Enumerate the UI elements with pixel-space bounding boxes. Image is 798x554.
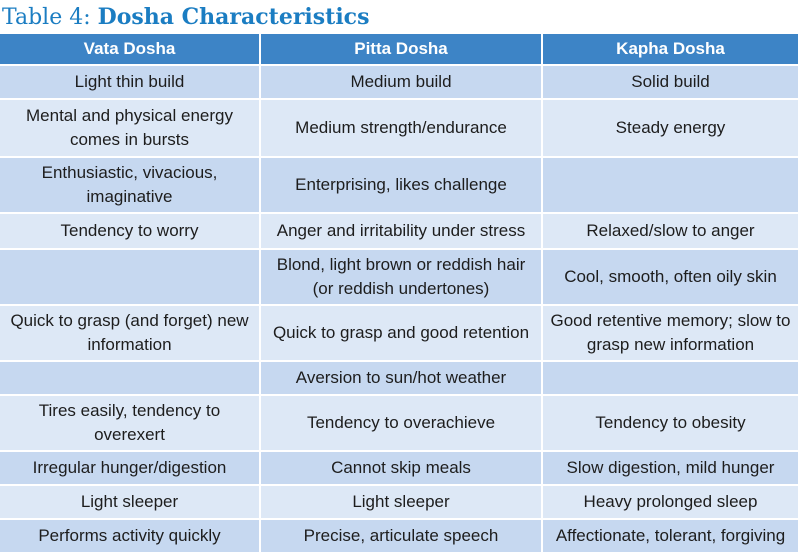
table-cell [0, 362, 261, 396]
table-cell: Precise, articulate speech [261, 520, 543, 554]
table-cell: Medium build [261, 66, 543, 100]
table-cell: Quick to grasp (and forget) new information [0, 306, 261, 362]
table-cell: Enthusiastic, vivacious, imaginative [0, 158, 261, 214]
table-cell: Affectionate, tolerant, forgiving [543, 520, 798, 554]
header-pitta: Pitta Dosha [261, 34, 543, 66]
table-cell: Slow digestion, mild hunger [543, 452, 798, 486]
table-cell: Light sleeper [0, 486, 261, 520]
table-cell: Relaxed/slow to anger [543, 214, 798, 250]
table-cell: Anger and irritability under stress [261, 214, 543, 250]
table-cell: Mental and physical energy comes in bursts [0, 100, 261, 158]
table-cell: Blond, light brown or reddish hair (or reddish undertones) [261, 250, 543, 306]
table-cell: Light sleeper [261, 486, 543, 520]
table-cell: Heavy prolonged sleep [543, 486, 798, 520]
table-cell [0, 250, 261, 306]
table-cell: Tendency to obesity [543, 396, 798, 452]
table-cell: Solid build [543, 66, 798, 100]
table-cell: Performs activity quickly [0, 520, 261, 554]
table-title-main: Dosha Characteristics [97, 4, 370, 30]
table-cell: Cool, smooth, often oily skin [543, 250, 798, 306]
table-title [2, 2, 369, 32]
table-cell [543, 158, 798, 214]
table-title-prefix: Table 4: [2, 5, 98, 30]
table-cell: Quick to grasp and good retention [261, 306, 543, 362]
table-cell: Good retentive memory; slow to grasp new information [543, 306, 798, 362]
table-cell: Medium strength/endurance [261, 100, 543, 158]
dosha-table [0, 34, 798, 554]
table-cell: Light thin build [0, 66, 261, 100]
table-cell: Tendency to worry [0, 214, 261, 250]
header-kapha: Kapha Dosha [543, 34, 798, 66]
header-vata: Vata Dosha [0, 34, 261, 66]
table-cell [543, 362, 798, 396]
table-cell: Irregular hunger/digestion [0, 452, 261, 486]
table-cell: Tires easily, tendency to overexert [0, 396, 261, 452]
table-cell: Tendency to overachieve [261, 396, 543, 452]
table-cell: Cannot skip meals [261, 452, 543, 486]
table-cell: Enterprising, likes challenge [261, 158, 543, 214]
table-cell: Steady energy [543, 100, 798, 158]
table-cell: Aversion to sun/hot weather [261, 362, 543, 396]
